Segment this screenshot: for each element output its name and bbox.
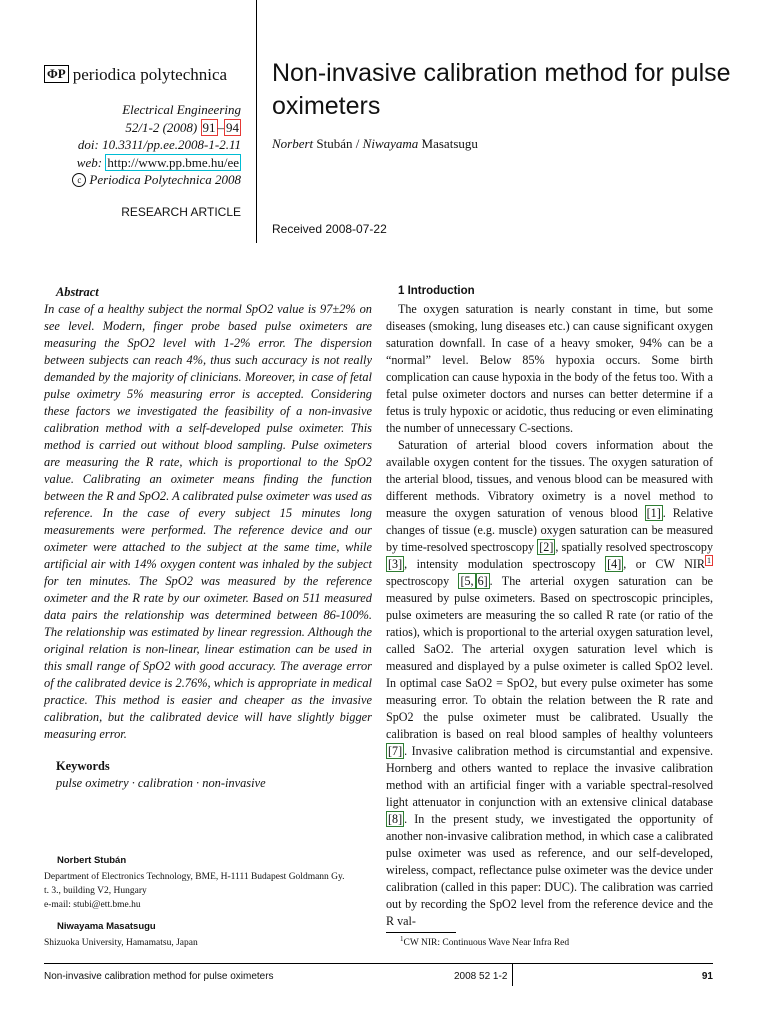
section-heading: 1 Introduction	[398, 285, 475, 297]
footnote-mark: 1	[400, 935, 404, 943]
page-number: 91	[701, 971, 713, 982]
page-start-link[interactable]: 91	[202, 119, 216, 135]
citation-link[interactable]: [4]	[607, 557, 622, 571]
paragraph: The oxygen saturation is nearly constant in time, but some diseases (smoking, lung diseases etc.) can cause significant oxygen saturation downfall. In case of a heavy smoker, 94% can be a “normal” level. Below 85% hypoxia occurs. Some birth complication can cause hypoxia in the body of the fetus too. With a fetal pulse oximeter doctors and nurses can better determine if a fetus is truly hypoxic or acidotic, thus reducing or even eliminating the number of unnecessary C-sections.	[386, 302, 713, 435]
header-divider	[256, 0, 257, 243]
affiliation-address	[44, 870, 374, 912]
article-type: RESEARCH ARTICLE	[121, 205, 241, 219]
author-line	[272, 136, 478, 152]
abstract-text: In case of a healthy subject the normal SpO2 value is 97±2% on see level. Modern, finger probe based pulse oximeters are measuring the SpO2 level with 1-2% error. The dispersion between subjects can reach 4%, thus such accuracy is not really demanded by the majority of clinicians. Moreover, in case of fetal pulse oximetry 5% measuring error is accepted. Considering these factors we investigated the feasibility of a non-invasive calibration method with a self-developed pulse oximeter. This method is carried out without blood sampling. Pulse oximeters are measuring the R rate, which is proportional to the SpO2 value. Calibrating an oximeter means finding the function between the R and SpO2. A calibrated pulse oximeter was used as reference. In the case of every subject 15 minutes long measurements were performed. The reference device and our oximeter were attached to the subject at the same time, while artificial air with 14% oxygen content was inhaled by the subject for ten minutes. The SpO2 was measured by the reference oximeter and the R rate by our oximeter. Based on 511 measured data pairs the relationship was determined between 86-100%. The relationship was estimated by linear regression. Although the original relation is non-linear, linear estimation can be used in this small range of SpO2 with good accuracy. The average error of the calibrated device is 2.76%, which is appropriate in medical practice. This method is easier and cheaper as the invasive calibration, but the calibrated device will have slightly bigger measuring error.	[44, 302, 372, 741]
text-run: . In the present study, we investigated the opportunity of another non-invasive calibration method, in which case a calibrated pulse oximeter was used as reference, and our self-developed, wireless, compact, reflectance pulse oximeter was the device under calibration (called in this paper: DUC). The calibration was carried out by recording the SpO2 level from the reference device and the R val-	[386, 812, 713, 928]
web-label: web:	[76, 154, 106, 170]
affiliation-line: Shizuoka University, Hamamatsu, Japan	[44, 938, 198, 948]
citation-link[interactable]: [2]	[539, 540, 554, 554]
citation-link[interactable]: [3]	[388, 557, 403, 571]
affiliation-address	[44, 936, 374, 950]
footnote-link[interactable]: 1	[707, 555, 711, 565]
volume-label: 52/1-2 (2008)	[125, 119, 201, 135]
affiliation-line: Department of Electronics Technology, BME, H-1111 Budapest Goldmann Gy.	[44, 872, 345, 882]
web-line	[21, 154, 241, 172]
copyright-icon: c	[72, 173, 86, 187]
citation-link[interactable]: [7]	[388, 744, 403, 758]
affiliation-name: Norbert Stubán	[57, 855, 127, 866]
text-run: , spatially resolved spectroscopy	[555, 540, 713, 554]
text-run: . The arterial oxygen saturation can be measured by pulse oximeters. Based on spectroscopic principles, pulse oximeters are measuring the so called R rate (or ratio of the ratios), which is proportional to the arterial oxygen saturation level, called SaO2. The arterial oxygen saturation level which is measured and displayed by a pulse oximeter is called SpO2 level. In optimal case SaO2 = SpO2, but every pulse oximeter has some measuring error. To obtain the relation between the R rate and SpO2 the pulse oximeter must be calibrated. Usually the calibration is based on real blood samples of healthy volunteers	[386, 574, 713, 741]
citation-link[interactable]: [1]	[646, 506, 661, 520]
footer-divider	[512, 963, 513, 986]
text-run: Saturation of arterial blood covers information about the available oxygen content for the tissues. The oxygen saturation of the arterial blood, tissues, and venous blood can be measured with different methods. Vibratory oximetry is a novel method to measure the oxygen saturation of venous blood	[386, 438, 713, 520]
article-title: Non-invasive calibration method for pulse oximeters	[272, 59, 731, 120]
author1-family: Stubán	[313, 136, 353, 151]
publication-meta	[21, 101, 241, 189]
abstract-heading: Abstract	[56, 285, 99, 299]
introduction-body	[386, 301, 713, 930]
affiliation-name: Niwayama Masatsugu	[57, 921, 156, 932]
received-date: Received 2008-07-22	[272, 222, 387, 236]
abstract	[44, 284, 372, 743]
text-run: , intensity modulation spectroscopy	[404, 557, 606, 571]
affiliation-line: t. 3., building V2, Hungary	[44, 886, 147, 896]
journal-section: Electrical Engineering	[122, 102, 241, 117]
journal-name: periodica polytechnica	[72, 65, 228, 84]
page-end-link[interactable]: 94	[226, 119, 239, 135]
keywords	[44, 758, 372, 792]
copyright-line	[21, 171, 241, 189]
footnote-text: CW NIR: Continuous Wave Near Infra Red	[403, 938, 570, 949]
author-separator: /	[352, 136, 363, 151]
journal-logo-mark: ΦP	[44, 65, 69, 83]
copyright-text: Periodica Polytechnica 2008	[89, 172, 241, 187]
citation-link[interactable]: [8]	[388, 812, 403, 826]
running-title: Non-invasive calibration method for pulse oximeters	[44, 971, 274, 982]
text-run: , or CW NIR	[623, 557, 705, 571]
affiliation-email: e-mail: stubi@ett.bme.hu	[44, 900, 141, 910]
journal-logo	[44, 65, 244, 85]
web-url-link[interactable]: http://www.pp.bme.hu/ee	[107, 154, 239, 170]
footnote	[400, 935, 569, 948]
keywords-text: pulse oximetry · calibration · non-invasive	[56, 776, 266, 790]
keywords-heading: Keywords	[56, 759, 110, 773]
footer-rule	[44, 963, 713, 964]
volume-line	[21, 119, 241, 137]
doi: doi: 10.3311/pp.ee.2008-1-2.11	[77, 137, 241, 152]
citation-link[interactable]: [5,	[460, 574, 474, 588]
page-range-separator: –	[217, 119, 224, 135]
issue-label: 2008 52 1-2	[454, 971, 508, 982]
author1-given: Norbert	[272, 136, 314, 151]
citation-link[interactable]: 6]	[477, 574, 488, 588]
text-run: . Relative changes of tissue (e.g. muscle) oxygen saturation can be measured by time-resolved spectroscopy	[386, 506, 714, 554]
text-run: spectroscopy	[386, 574, 459, 588]
footnote-rule	[386, 932, 456, 933]
author2-given: Niwayama	[362, 136, 419, 151]
paragraph	[386, 437, 713, 930]
text-run: . Invasive calibration method is circumstantial and expensive. Hornberg and others wanted to replace the invasive calibration method with an artificial finger with a variable spectral-resolved light attenuator in conjunction with an extensive clinical database	[386, 744, 713, 809]
author2-family: Masatsugu	[418, 136, 478, 151]
